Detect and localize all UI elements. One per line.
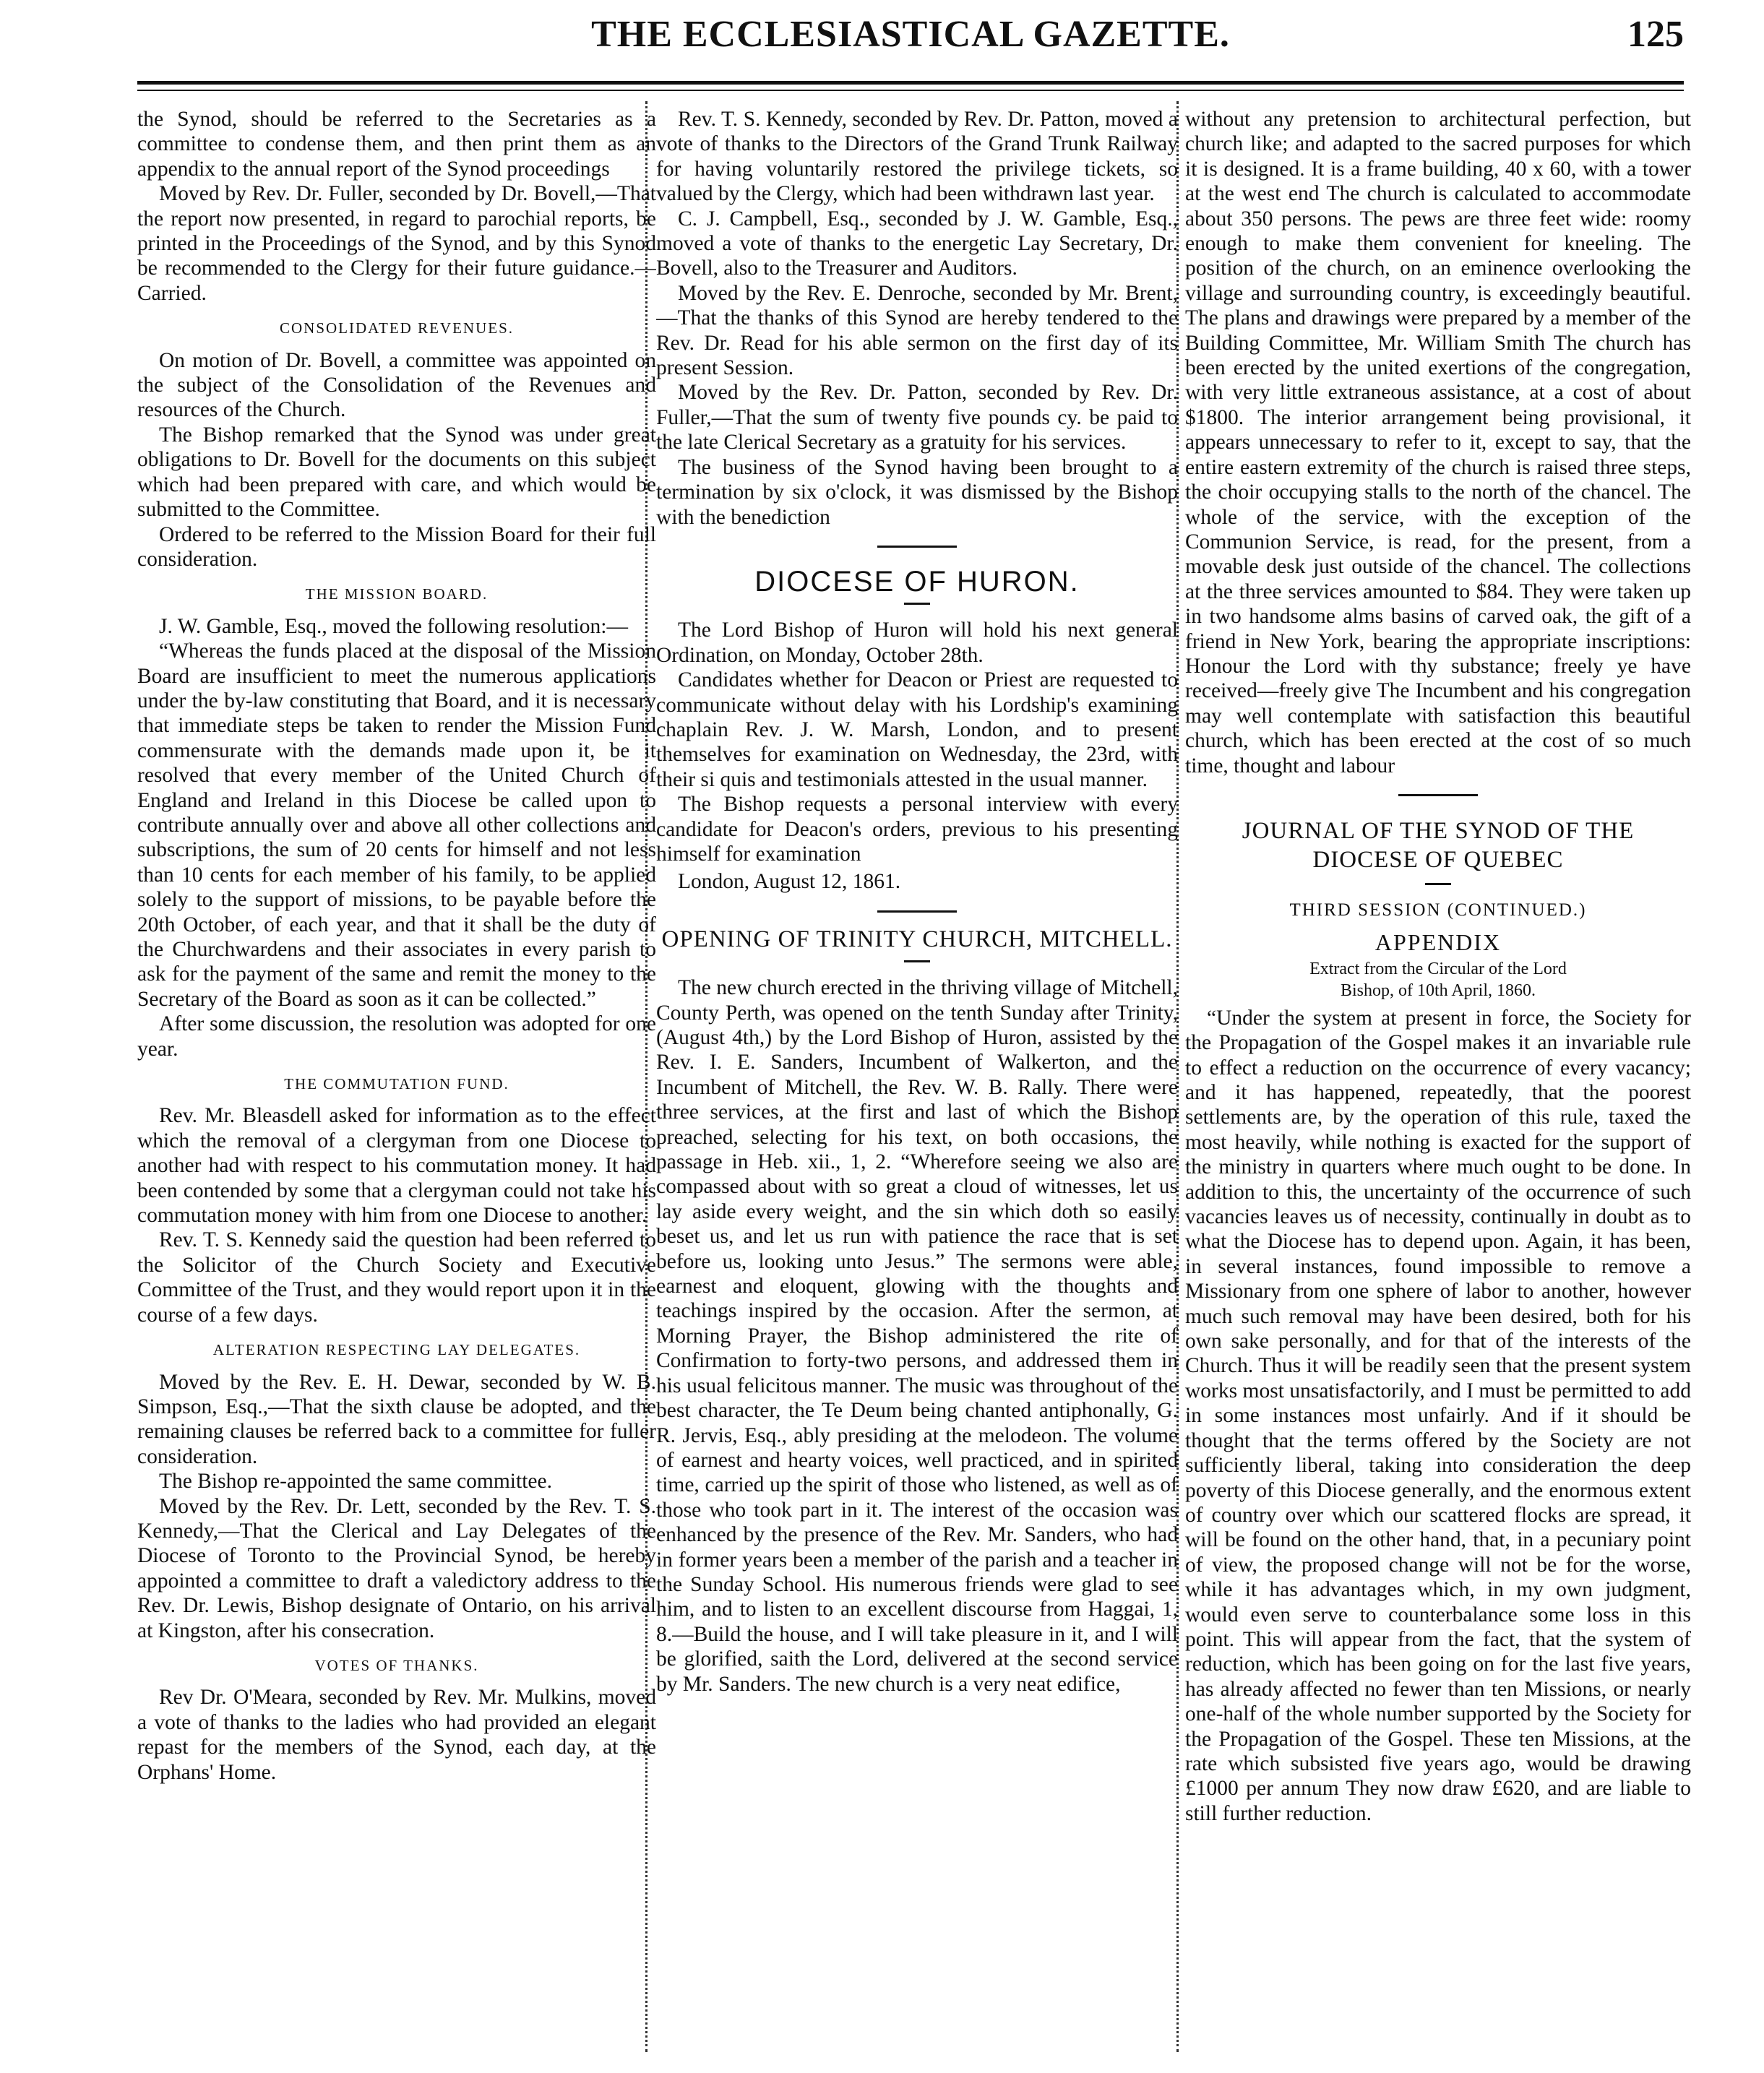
paragraph: The Bishop requests a personal interview with every candidate for Deacon's orders, previous to his presenting himself for examination [656, 793, 1178, 866]
paragraph: After some discussion, the resolution was adopted for one year. [137, 1012, 656, 1061]
section-heading: VOTES OF THANKS. [314, 1656, 479, 1674]
paragraph: Moved by the Rev. E. H. Dewar, seconded by W. B. Simpson, Esq.,—That the sixth clause be adopted, and the remaining clauses be referred back to a committee for fuller consideration. [137, 1370, 656, 1468]
separator-rule [904, 960, 930, 962]
header-rule-thin [137, 90, 1684, 91]
paragraph: The Lord Bishop of Huron will hold his next general Ordination, on Monday, October 28th. [656, 619, 1178, 667]
paragraph: Ordered to be referred to the Mission Board for their full consideration. [137, 522, 656, 571]
paragraph: “Under the system at present in force, the Society for the Propagation of the Gospel makes it an invariable rule to effect a reduction on the occurrence of every vacancy; and it has happened, repeatedly, that the poorest settlements are, by the operation of this rule, taxed the most heavily, while nothing is exacted for the support of the ministry in quarters where much ought to be done. In addition to this, the uncertainty of the occurrence of such vacancies leaves us of necessity, continually in doubt as to what the Diocese has to depend upon. Again, it has been, in several instances, found impossible to remove a Missionary from one sphere of labor to another, however much such removal may have been desired, both for his own sake personally, and for that of the interests of the Church. Thus it will be readily seen that the present system works most unsatisfactorily, and I must be permitted to add in some instances most unfairly. And if it should be thought that the terms offered by the Society are not sufficiently liberal, taking into consideration the deep poverty of this Diocese generally, and the enormous extent of country over which our scattered flocks are spread, it will be found on the other hand, that, in a pecuniary point of view, the proposed change will not be for the worse, while it has advantages which, in my own judgment, would even serve to counterbalance some loss in this point. This will appear from the fact, that the system of reduction, which has been going on for the last five years, has already affected no fewer than ten Missions, or nearly one-half of the whole number supported by the Society for the Propagation of the Gospel. These ten Missions, at the rate which subsisted five years ago, would be drawing £1000 per annum They now draw £620, and are liable to still further reduction. [1185, 1006, 1691, 1825]
paragraph: the Synod, should be referred to the Secretaries as a committee to condense them, and then print them as an appendix to the annual report of the Synod proceedings [137, 108, 656, 181]
paragraph: C. J. Campbell, Esq., seconded by J. W. Gamble, Esq., moved a vote of thanks to the energetic Lay Secretary, Dr. Bovell, also to the Treasurer and Auditors. [656, 207, 1178, 280]
section-heading: CONSOLIDATED REVENUES. [280, 319, 514, 337]
separator-rule [877, 910, 957, 913]
section-heading: ALTERATION RESPECTING LAY DELEGATES. [212, 1341, 581, 1359]
masthead [137, 7, 1684, 58]
header-rule [137, 81, 1684, 85]
article-heading: OPENING OF TRINITY CHURCH, MITCHELL. [661, 926, 1173, 952]
extract-heading-line: Bishop, of 10th April, 1860. [1340, 981, 1536, 1000]
extract-heading-line: Extract from the Circular of the Lord [1309, 959, 1567, 978]
article-heading-line: DIOCESE OF QUEBEC [1312, 846, 1564, 873]
article-heading [1185, 816, 1691, 874]
paragraph: Rev. T. S. Kennedy said the question had been referred to the Solicitor of the Church Society and Executive Committee of the Trust, and they would report upon it in the course of a few days. [137, 1228, 656, 1327]
appendix-heading: APPENDIX [1374, 929, 1502, 956]
paragraph: Rev Dr. O'Meara, seconded by Rev. Mr. Mulkins, moved a vote of thanks to the ladies who had provided an elegant repast for the members of the Synod, each day, at the Orphans' Home. [137, 1686, 656, 1784]
column-right [1185, 107, 1691, 2051]
paragraph: Rev. T. S. Kennedy, seconded by Rev. Dr. Patton, moved a vote of thanks to the Directors of the Grand Trunk Railway for having voluntarily restored the privilege tickets, so valued by the Clergy, which had been withdrawn last year. [656, 108, 1178, 206]
paragraph: The business of the Synod having been brought to a termination by six o'clock, it was dismissed by the Bishop with the benediction [656, 455, 1178, 529]
running-title: THE ECCLESIASTICAL GAZETTE. [591, 14, 1230, 55]
article-heading-line: JOURNAL OF THE SYNOD OF THE [1242, 817, 1635, 844]
paragraph: The Bishop remarked that the Synod was under great obligations to Dr. Bovell for the documents on this subject which had been prepared with care, and which would be submitted to the Committee. [137, 423, 656, 522]
article-heading: DIOCESE OF HURON. [754, 565, 1080, 598]
dateline: London, August 12, 1861. [678, 870, 901, 894]
paragraph: On motion of Dr. Bovell, a committee was appointed on the subject of the Consolidation of the Revenues and resources of the Church. [137, 348, 656, 422]
paragraph: The Bishop re-appointed the same committee. [159, 1470, 552, 1494]
paragraph: “Whereas the funds placed at the disposal of the Mission Board are insufficient to meet the numerous applications under the by-law constituting that Board, and it is necessary that immediate steps be taken to render the Mission Fund commensurate with the demands made upon it, be it resolved that every member of the United Church of England and Ireland in this Diocese be called upon to contribute annually over and above all other collections and subscriptions, the sum of 20 cents for himself and not less than 10 cents for each member of his family, to be applied solely to the support of missions, to be payable before the 20th October, of each year, and that it shall be the duty of the Churchwardens and their associates in every parish to ask for the payment of the same and remit the money to the Secretary of the Board as soon as it can be collected.” [137, 639, 656, 1011]
paragraph: Moved by Rev. Dr. Fuller, seconded by Dr. Bovell,—That the report now presented, in regard to parochial reports, be printed in the Proceedings of the Synod, and by this Synod be recommended to the Clergy for their future guidance.—Carried. [137, 182, 656, 305]
paragraph: The new church erected in the thriving village of Mitchell, County Perth, was opened on the tenth Sunday after Trinity, (August 4th,) by the Lord Bishop of Huron, assisted by the Rev. I. E. Sanders, Incumbent of Walkerton, and the Incumbent of Mitchell, the Rev. W. B. Rally. There were three services, at the first and last of which the Bishop preached, selecting for his text, on both occasions, the passage in Heb. xii., 1, 2. “Wherefore seeing we also are compassed about with so great a cloud of witnesses, let us lay aside every weight, and the sin which doth so easily beset us, and let us run with patience the race that is set before us, looking unto Jesus.” The sermons were able, earnest and eloquent, glowing with the thoughts and teachings inspired by the occasion. After the sermon, at Morning Prayer, the Bishop administered the rite of Confirmation to forty-two persons, and addressed them in his usual felicitous manner. The music was throughout of the best character, the Te Deum being chanted antiphonally, G. R. Jervis, Esq., ably presiding at the melodeon. The volume of earnest and hearty voices, well practiced, and in spirited time, carried up the spirit of those who listened, as well as of those who took part in it. The interest of the occasion was enhanced by the presence of the Rev. Mr. Sanders, who had in former years been a member of the parish and a teacher in the Sunday School. His numerous friends were glad to see him, and to listen to an excellent discourse from Haggai, 1, 8.—Build the house, and I will take pleasure in it, and I will be glorified, saith the Lord, delivered at the second service by Mr. Sanders. The new church is a very neat edifice, [656, 976, 1178, 1696]
paragraph: Moved by the Rev. E. Denroche, seconded by Mr. Brent,—That the thanks of this Synod are hereby tendered to the Rev. Dr. Read for his able sermon on the first day of its present Session. [656, 281, 1178, 380]
paragraph: without any pretension to architectural perfection, but church like; and adapted to the sacred purposes for which it is designed. It is a frame building, 40 x 60, with a tower at the west end The church is calculated to accommodate about 350 persons. The pews are three feet wide: roomy enough to make them convenient for kneeling. The position of the church, on an eminence overlooking the village and surrounding country, is exceedingly beautiful. The plans and drawings were prepared by a member of the Building Committee, Mr. William Smith The church has been erected by the united exertions of the congregation, with very little extraneous assistance, at a cost of about $1800. The interior arrangement being provisional, it appears unnecessary to refer to it, except to say, that the entire eastern extremity of the church is raised three steps, the choir occupying stalls to the north of the chancel. The whole of the service, with the exception of the Communion Service, is read, for the present, from a movable desk just outside of the chancel. The collections at the three services amounted to $84. They were taken up in two handsome alms basins of carved oak, the gift of a friend in New York, bearing the appropriate inscriptions: Honour the Lord with thy substance; freely ye have received—freely give The Incumbent and his congregation may well contemplate with satisfaction this beautiful church, which has been erected at the cost of so much time, thought and labour [1185, 108, 1691, 777]
paragraph: Rev. Mr. Bleasdell asked for information as to the effect which the removal of a clergyman from one Diocese to another had with respect to his commutation money. It had been contended by some that a clergyman could not take his commutation money with him from one Diocese to another. [137, 1104, 656, 1228]
section-heading: THE MISSION BOARD. [305, 585, 489, 603]
session-heading: THIRD SESSION (CONTINUED.) [1289, 900, 1587, 920]
separator-rule [877, 546, 957, 548]
page-number: 125 [1627, 14, 1684, 55]
separator-rule [1425, 883, 1451, 885]
extract-heading [1185, 958, 1691, 1001]
paragraph: Candidates whether for Deacon or Priest are requested to communicate without delay with his Lordship's examining chaplain Rev. J. W. Marsh, London, and to present themselves for examination on Wednesday, the 23rd, with their si quis and testimonials attested in the usual manner. [656, 668, 1178, 791]
column-middle [656, 107, 1178, 2051]
separator-rule [1398, 794, 1478, 796]
paragraph: Moved by the Rev. Dr. Lett, seconded by the Rev. T. S. Kennedy,—That the Clerical and Lay Delegates of the Diocese of Toronto to the Provincial Synod, be hereby appointed a committee to draft a valedictory address to the Rev. Dr. Lewis, Bishop designate of Ontario, on his arrival at Kingston, after his consecration. [137, 1494, 656, 1642]
paragraph: Moved by the Rev. Dr. Patton, seconded by Rev. Dr. Fuller,—That the sum of twenty five pounds cy. be paid to the late Clerical Secretary as a gratuity for his services. [656, 381, 1178, 454]
paragraph: J. W. Gamble, Esq., moved the following resolution:— [159, 614, 628, 638]
section-heading: THE COMMUTATION FUND. [284, 1075, 509, 1093]
column-left [137, 107, 656, 2051]
separator-rule [904, 603, 930, 605]
